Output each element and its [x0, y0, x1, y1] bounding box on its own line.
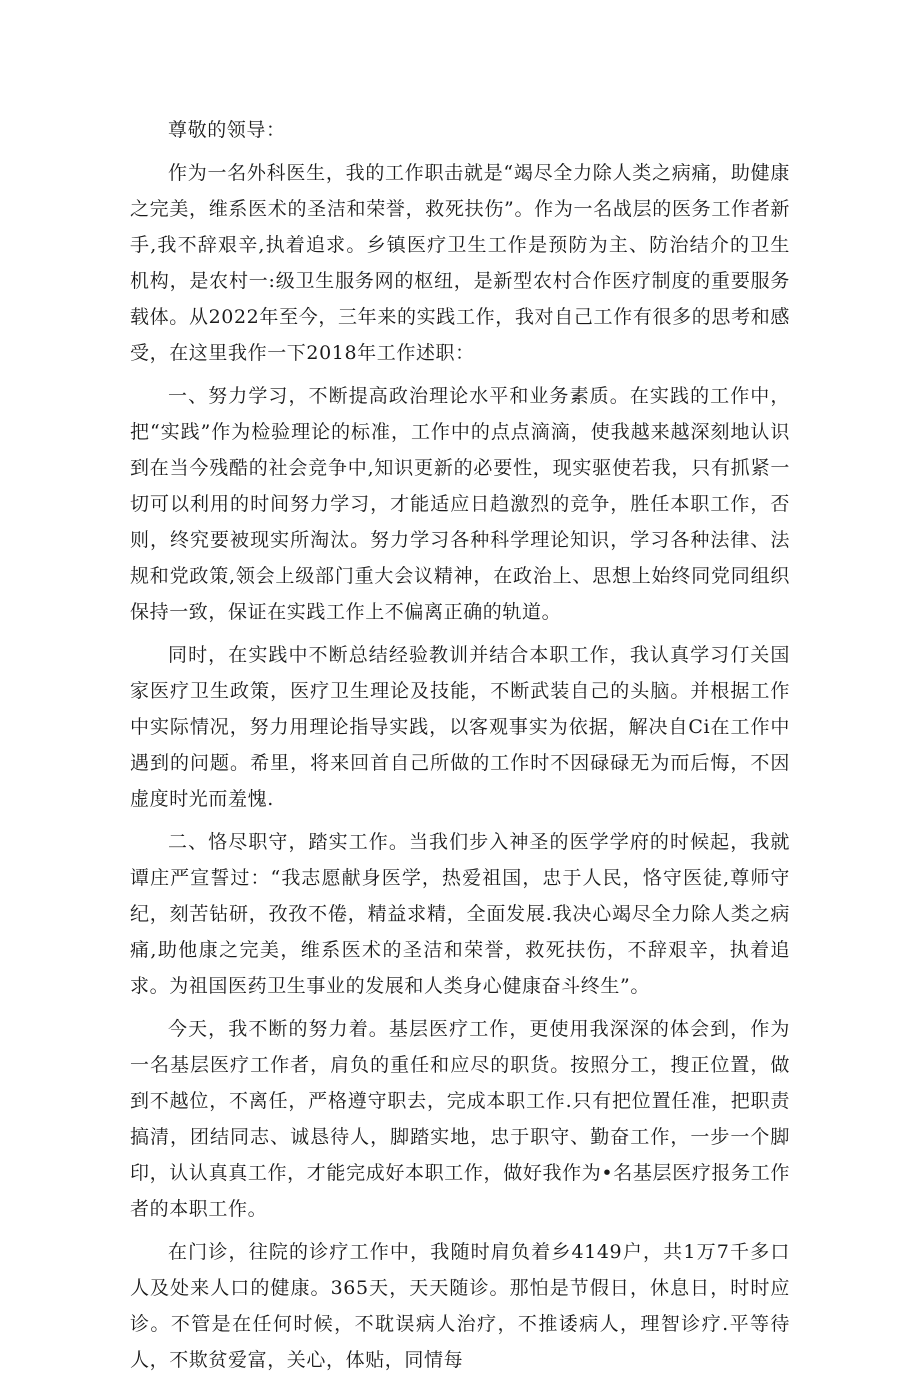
document-body: [130, 112, 790, 1385]
paragraph-study: 一、努力学习，不断提高政治理论水平和业务素质。在实践的工作中，把“实践”作为检验理论的标准，工作中的点点滴滴，使我越来越深刻地认识到在当今残酷的社会竞争中,知识更新的必要性，现实驱使若我，只有抓紧一切可以利用的时间努力学习，才能适应日趋激烈的竞争，胜任本职工作，否则，终究要被现实所淘汰。努力学习各种科学理论知识，学习各种法律、法规和党政策,领会上级部门重大会议精神，在政治上、思想上始终同党同组织保持一致，保证在实践工作上不偏离正确的轨道。: [130, 385, 790, 623]
paragraph-today: 今天，我不断的努力着。基层医疗工作，更使用我深深的体会到，作为一名基层医疗工作者，肩负的重任和应尽的职货。按照分工，搜正位置，做到不越位，不离任，严格遵守职去，完成本职工作.只有把位置任准，把职责搞清，团结同志、诚恳待人，脚踏实地，忠于职守、勤奋工作，一步一个脚印，认认真真工作，才能完成好本职工作，做好我作为•名基层医疗报务工作者的本职工作。: [130, 1018, 790, 1220]
paragraph-clinic: 在门诊，往院的诊疗工作中，我随时肩负着乡4149户，共1万7千多口人及处来人口的健康。365天，天天随诊。那怕是节假日，休息日，时时应诊。不管是在任何时候，不耽误病人治疗，不推诿病人，理智诊疗.平等待人，不欺贫爱富，关心，体贴，同情每: [130, 1241, 790, 1371]
paragraph-duty: 二、恪尽职守，踏实工作。当我们步入神圣的医学学府的时候起，我就谭庄严宣誓过：“我志愿献身医学，热爱祖国，忠于人民，恪守医徒,尊师守纪，刻苦钻研，孜孜不倦，精益求精，全面发展.我决心竭尽全力除人类之病痛,助他康之完美，维系医术的圣洁和荣誉，救死扶伤，不辞艰辛，执着追求。为祖国医药卫生事业的发展和人类身心健康奋斗终生”。: [130, 831, 790, 997]
paragraph-intro: 作为一名外科医生，我的工作职击就是“竭尽全力除人类之病痛，助健康之完美，维系医术的圣洁和荣誉，救死扶伤”。作为一名战层的医务工作者新手,我不辞艰辛,执着追求。乡镇医疗卫生工作是预防为主、防治结介的卫生机构，是农村一:级卫生服务网的枢纽，是新型农村合作医疗制度的重要服务载体。从2022年至今，三年来的实践工作，我对自己工作有很多的思考和感受，在这里我作一下2018年工作述职：: [130, 162, 790, 364]
salutation: 尊敬的领导：: [168, 119, 286, 141]
paragraph-practice: 同时，在实践中不断总结经验教训并结合本职工作，我认真学习仃关国家医疗卫生政策，医疗卫生理论及技能，不断武装自己的头脑。并根据工作中实际情况，努力用理论指导实践，以客观事实为依据，解决自Ci在工作中遇到的问题。希里，将来回首自己所做的工作时不因碌碌无为而后悔，不因虚度时光而羞愧.: [130, 644, 790, 810]
